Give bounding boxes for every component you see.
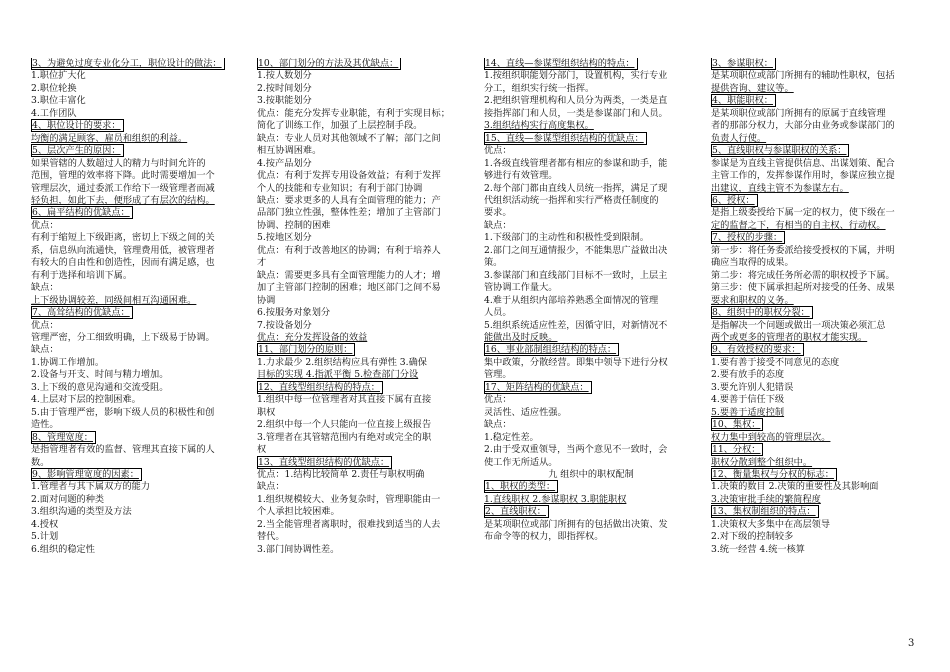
text-line: 人员。	[484, 307, 512, 319]
text-line: 第一步：将任务委派给接受授权的下属，并明	[711, 244, 895, 256]
text-line: 权力集中到较高的管理层次。	[711, 431, 831, 443]
section-heading-label: 7、授权的步骤：	[711, 231, 785, 244]
text-line: 集中政策，分散经营。即集中领导下进行分权	[484, 356, 668, 368]
text-line: 2.面对问题的种类	[31, 493, 105, 505]
text-line: 3.统一经营 4.统一核算	[711, 543, 805, 555]
text-line: 够进行有效管理。	[484, 170, 558, 182]
text-line: 1.下级部门的主动性和积极性受到限制。	[484, 232, 649, 244]
text-line: 2.对下级的控制较多	[711, 531, 794, 543]
text-line: 提供咨询、建议等。	[711, 82, 794, 94]
text-line: 管理。	[484, 369, 512, 381]
text-column-4	[711, 58, 919, 660]
section-heading	[484, 382, 698, 394]
section-heading-label: 13、集权制组织的特点：	[711, 505, 819, 518]
text-line: 2.按时间划分	[257, 82, 312, 94]
text-line: 5.计划	[31, 531, 59, 543]
text-line: 有较大的自由性和创造性，因而有满足感，也	[31, 257, 215, 269]
text-line: 3.部门间协调性差。	[257, 543, 340, 555]
text-line: 目标的实现 4.指派平衡 5.检查部门分设	[257, 369, 419, 381]
section-heading-label: 12、直线型组织结构的特点：	[257, 381, 383, 394]
text-line: 2.由于受双重领导，当两个意见不一致时，会	[484, 444, 668, 456]
text-line: 策。	[484, 257, 503, 269]
section-heading-label: 6、扁平结构的优缺点：	[31, 206, 133, 219]
text-line: 2.当全能管理者离职时，很难找到适当的人去	[257, 518, 441, 530]
text-line: 职权	[257, 406, 276, 418]
text-line: 缺点：	[484, 219, 512, 231]
text-column-3	[484, 58, 698, 660]
text-line: 1.按人数划分	[257, 70, 312, 82]
section-heading	[31, 58, 245, 70]
text-line: 是某项职位或部门所拥有的辅助性职权，包括	[711, 70, 895, 82]
section-heading-label: 11、分权：	[711, 443, 763, 456]
section-heading	[257, 382, 471, 394]
text-line: 优点：充分发挥设备的效益	[257, 331, 368, 343]
text-line: 第三步：使下属承担起所对接受的任务、成果	[711, 282, 895, 294]
text-line: 2.要有放手的态度	[711, 369, 785, 381]
text-line: 有利于缩短上下级距离，密切上下级之间的关	[31, 232, 215, 244]
text-line: 系，信息纵向流通快，管理费用低，被管理者	[31, 244, 215, 256]
text-line: 2.把组织管理机构和人员分为两类，一类是直	[484, 95, 668, 107]
section-heading-label: 1、职权的类型：	[484, 480, 558, 493]
section-heading-label: 3、参谋职权：	[711, 58, 776, 70]
text-line: 出建议，直线主管不为参谋左右。	[711, 182, 849, 194]
text-line: 优点：有利于发挥专用设备效益；有利于发挥	[257, 170, 441, 182]
text-line: 代组织活动统一指挥和实行严格责任制度的	[484, 194, 659, 206]
text-line: 是指解决一个问题或做出一项决策必须汇总	[711, 319, 886, 331]
text-line: 缺点：需要更多具有全面管理能力的人才；增	[257, 269, 441, 281]
text-line: 接指挥部门和人员，一类是参谋部门和人员。	[484, 107, 668, 119]
text-line: 3.参谋部门和直线部门目标不一致时，上层主	[484, 269, 668, 281]
text-line: 缺点：	[257, 481, 285, 493]
text-line: 权	[257, 444, 267, 456]
text-line: 优点：	[484, 394, 512, 406]
section-heading-label: 8、组织中的职权分裂：	[711, 306, 813, 319]
section-heading-label: 7、高耸结构的优缺点：	[31, 306, 133, 319]
text-line: 管理严密，分工细致明确，上下级易于协调。	[31, 331, 215, 343]
text-line: 2.部门之间互通情报少，不能集思广益做出决	[484, 244, 668, 256]
text-line: 4.工作团队	[31, 107, 77, 119]
section-heading	[484, 481, 698, 493]
text-line: 两个或更多的管理者的职权才能实现。	[711, 331, 868, 343]
text-line: 4.难于从组织内部培养熟悉全面情况的管理	[484, 294, 659, 306]
text-line: 确应当取得的成果。	[711, 257, 794, 269]
section-heading-label: 8、管理宽度：	[31, 431, 96, 444]
text-line: 1.稳定性差。	[484, 431, 539, 443]
text-line: 有利于选择和培训下属。	[31, 269, 133, 281]
page-number: 3	[908, 638, 915, 649]
text-line: 管理层次，通过委派工作给下一级管理者而减	[31, 182, 215, 194]
text-line: 2.职位轮换	[31, 82, 77, 94]
text-line: 1.决策的数目 2.决策的重要性及其影响面	[711, 481, 879, 493]
section-heading-label: 3、为避免过度专业化分工，职位设计的做法：	[31, 58, 225, 70]
text-line: 缺点：要求更多的人具有全面管理的能力；产	[257, 194, 441, 206]
text-line: 优点：	[31, 219, 59, 231]
section-heading-label: 14、直线—参谋型组织结构的特点：	[484, 58, 638, 70]
section-heading	[31, 307, 245, 319]
text-line: 第二步：将完成任务所必需的职权授予下属。	[711, 269, 895, 281]
text-line: 4.要善于信任下级	[711, 394, 785, 406]
text-line: 灵活性、适应性强。	[484, 406, 567, 418]
section-heading	[31, 469, 245, 481]
text-line: 能做出及时反映。	[484, 331, 558, 343]
text-line: 品部门独立性强，整体性差；增加了主管部门	[257, 207, 441, 219]
text-line: 个人的技能和专业知识；有利于部门协调	[257, 182, 423, 194]
section-heading-label: 9、影响管理宽度的因素：	[31, 468, 142, 481]
text-line: 2.设备与开支、时间与精力增加。	[31, 369, 169, 381]
text-line: 3.组织结构实行高度集权。	[484, 120, 594, 132]
section-heading-label: 15、直线—参谋型组织结构的优缺点：	[484, 132, 647, 145]
section-heading-label: 9、有效授权的要求：	[711, 343, 804, 356]
text-line: 4.按产品划分	[257, 157, 312, 169]
text-line: 均衡的满足顾客、雇员和组织的利益。	[31, 132, 188, 144]
text-line: 轻负担，如此下去，便形成了有层次的结构。	[31, 194, 215, 206]
section-heading	[484, 133, 698, 145]
text-line: 缺点：	[31, 344, 59, 356]
text-line: 1.组织规模较大、业务复杂时，管理职能由一	[257, 493, 441, 505]
section-heading	[257, 344, 471, 356]
text-line: 优点：能充分发挥专业职能，有利于实现目标；	[257, 107, 450, 119]
text-line: 3.要允许别人犯错误	[711, 381, 794, 393]
text-line: 1.职位扩大化	[31, 70, 86, 82]
section-heading	[711, 58, 919, 70]
text-line: 职权分散到整个组织中。	[711, 456, 813, 468]
section-heading-label: 10、部门划分的方法及其优缺点：	[257, 58, 401, 70]
section-heading	[711, 469, 919, 481]
text-line: 5.要善于适度控制	[711, 406, 785, 418]
text-line: 缺点：	[484, 419, 512, 431]
text-line: 5.按地区划分	[257, 232, 312, 244]
text-line: 3.组织沟通的类型及方法	[31, 506, 132, 518]
text-line: 缺点：	[31, 282, 59, 294]
section-heading	[257, 457, 471, 469]
section-heading	[484, 58, 698, 70]
section-heading	[711, 344, 919, 356]
section-heading	[711, 307, 919, 319]
text-line: 要求。	[484, 207, 512, 219]
section-heading-label: 11、部门划分的原则：	[257, 343, 355, 356]
text-line: 1.组织中每一位管理者对其直接下属有直接	[257, 394, 432, 406]
text-line: 是某项职位或部门所拥有的原属于直线管理	[711, 107, 886, 119]
text-line: 缺点：专业人员对其他领域不了解；部门之间	[257, 132, 441, 144]
text-line: 1.力求最少 2.组织结构应具有弹性 3.确保	[257, 356, 427, 368]
text-line: 2.组织中每一个人只能向一位直接上级报告	[257, 419, 432, 431]
section-heading	[257, 58, 471, 70]
text-line: 3.决策审批手续的繁简程度	[711, 493, 821, 505]
text-line: 3.职位丰富化	[31, 95, 86, 107]
section-heading-label: 10、集权：	[711, 418, 763, 431]
section-heading	[711, 145, 919, 157]
text-line: 优点：有利于改善地区的协调；有利于培养人	[257, 244, 441, 256]
text-line: 加了主管部门控制的困难；地区部门之间不易	[257, 282, 441, 294]
text-line: 3.管理者在其管辖范围内有绝对或完全的职	[257, 431, 432, 443]
text-line: 协调、控制的困难	[257, 219, 331, 231]
text-line: 协调	[257, 294, 276, 306]
text-line: 优点：	[484, 145, 512, 157]
text-line: 7.按设备划分	[257, 319, 312, 331]
text-line: 优点：	[31, 319, 59, 331]
section-heading	[31, 145, 245, 157]
text-line: 主管工作的，发挥参谋作用时，参谋应独立提	[711, 170, 895, 182]
section-heading-label: 13、直线型组织结构的优缺点：	[257, 456, 392, 469]
text-line: 布命令等的权力，即指挥权。	[484, 531, 604, 543]
section-heading	[711, 195, 919, 207]
section-heading-label: 5、直线职权与参谋职权的关系：	[711, 144, 849, 157]
text-line: 6.按服务对象划分	[257, 307, 331, 319]
text-line: 1.各级直线管理者都有相应的参谋和助手，能	[484, 157, 668, 169]
text-line: 管协调工作量大。	[484, 282, 558, 294]
section-heading-label: 5、层次产生的原因：	[31, 144, 124, 157]
text-line: 分工，组织实行统一指挥。	[484, 82, 595, 94]
section-heading-label: 4、职能职权：	[711, 94, 776, 107]
section-heading-label: 17、矩阵结构的优缺点：	[484, 381, 592, 394]
text-line: 1.要有善于接受不同意见的态度	[711, 356, 840, 368]
section-heading	[711, 419, 919, 431]
text-line: 简化了训练工作，加强了上层控制手段。	[257, 120, 423, 132]
text-line: 4.授权	[31, 518, 59, 530]
text-column-1	[31, 58, 245, 660]
text-line: 相互协调困难。	[257, 145, 322, 157]
text-line: 数。	[31, 456, 50, 468]
text-line: 要求和职权的义务。	[711, 294, 794, 306]
text-column-2	[257, 58, 471, 660]
chapter-title: 九 组织中的职权配制	[548, 468, 634, 480]
text-line: 使工作无所适从。	[484, 456, 558, 468]
text-line: 1.直线职权 2.参谋职权 3.职能职权	[484, 493, 627, 505]
text-line: 定的监督之下，有相当的自主权、行动权。	[711, 219, 886, 231]
section-heading	[484, 506, 698, 518]
section-heading-label: 2、直线职权：	[484, 505, 549, 518]
text-line: 是指上级委授给下属一定的权力，使下级在一	[711, 207, 895, 219]
section-heading-label: 16、事业部制组织结构的特点：	[484, 343, 619, 356]
text-line: 4.上层对下层的控制困难。	[31, 394, 141, 406]
text-line: 范围，管理的效率将下降。此时需要增加一个	[31, 170, 215, 182]
text-line: 是某项职位或部门所拥有的包括做出决策、发	[484, 518, 668, 530]
text-line: 3.按职能划分	[257, 95, 312, 107]
text-line: 5.由于管理严密，影响下级人员的积极性和创	[31, 406, 215, 418]
section-heading	[31, 432, 245, 444]
section-heading-label: 12、衡量集权与分权的标志：	[711, 468, 837, 481]
section-heading	[711, 506, 919, 518]
section-heading-label: 4、职位设计的要求：	[31, 119, 124, 132]
text-line: 者的那部分权力，大部分由业务或参谋部门的	[711, 120, 895, 132]
text-line: 才	[257, 257, 267, 269]
text-line: 如果管辖的人数超过人的精力与时间允许的	[31, 157, 206, 169]
text-line: 2.每个部门都由直线人员统一指挥，满足了现	[484, 182, 668, 194]
section-heading	[484, 344, 698, 356]
text-line: 5.组织系统适应性差，因循守旧，对新情况不	[484, 319, 668, 331]
section-heading	[31, 120, 245, 132]
section-heading-label: 6、授权：	[711, 194, 758, 207]
text-line: 3.上下级的意见沟通和交流受阻。	[31, 381, 169, 393]
text-line: 参谋是为直线主管提供信息、出谋划策、配合	[711, 157, 895, 169]
text-line: 6.组织的稳定性	[31, 543, 95, 555]
text-line: 上下级协调较差，同级间相互沟通困难。	[31, 294, 197, 306]
text-line: 优点：1.结构比较简单 2.责任与职权明确	[257, 468, 425, 480]
text-line: 是指管理者有效的监督、管理其直接下属的人	[31, 444, 215, 456]
section-heading	[711, 95, 919, 107]
text-line: 1.管理者与其下属双方的能力	[31, 481, 151, 493]
text-line: 个人承担比较困难。	[257, 506, 340, 518]
section-heading	[711, 444, 919, 456]
text-line: 1.决策权大多集中在高层领导	[711, 518, 831, 530]
section-heading	[31, 207, 245, 219]
text-line: 1.协调工作增加。	[31, 356, 105, 368]
text-line: 造性。	[31, 419, 59, 431]
section-heading	[711, 232, 919, 244]
text-line: 1.按组织职能划分部门，设置机构，实行专业	[484, 70, 668, 82]
text-line: 替代。	[257, 531, 285, 543]
text-line: 负责人行使。	[711, 132, 767, 144]
